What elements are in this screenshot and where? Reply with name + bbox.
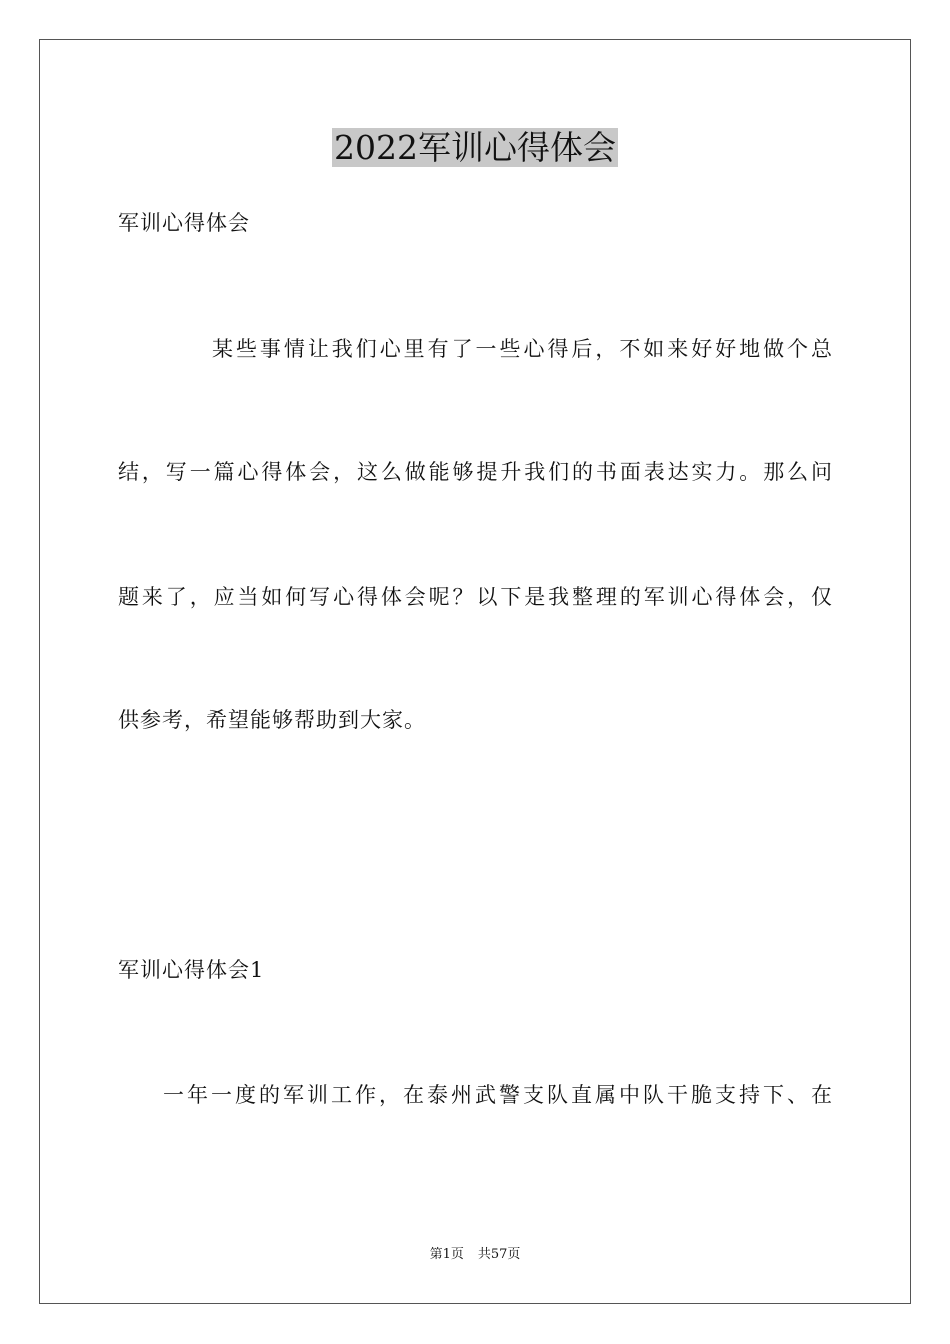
page-total: 共57页 (477, 1247, 521, 1262)
document-subtitle: 军训心得体会 (118, 211, 250, 235)
intro-line-3: 题来了，应当如何写心得体会呢？以下是我整理的军训心得体会，仅 (118, 585, 833, 609)
intro-line-4: 供参考，希望能够帮助到大家。 (118, 708, 426, 732)
document-title-text: 2022军训心得体会 (334, 128, 616, 167)
page-footer (0, 1246, 950, 1264)
document-title (0, 126, 950, 170)
intro-line-2: 结，写一篇心得体会，这么做能够提升我们的书面表达实力。那么问 (118, 460, 833, 484)
section-heading: 军训心得体会1 (118, 958, 265, 982)
intro-line-1: 某些事情让我们心里有了一些心得后，不如来好好地做个总 (212, 337, 833, 361)
page-number: 第1页 (429, 1247, 464, 1262)
section-line-1: 一年一度的军训工作，在泰州武警支队直属中队干脆支持下、在 (163, 1083, 833, 1107)
